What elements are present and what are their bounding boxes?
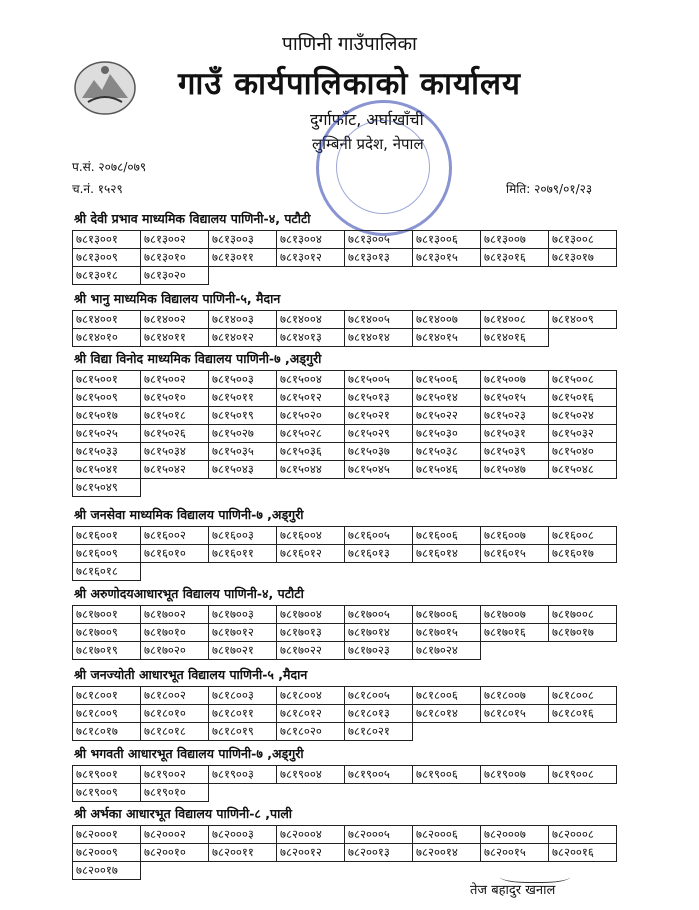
symbol-number-cell: ७८१५००५ xyxy=(345,371,413,389)
table-row xyxy=(73,329,617,347)
symbol-number-cell: ७८१३००२ xyxy=(141,231,209,249)
symbol-number-cell: ७८१६०१८ xyxy=(73,563,141,581)
table-row xyxy=(73,371,617,389)
symbol-number-table xyxy=(72,310,617,347)
symbol-number-cell: ७८२००१४ xyxy=(413,844,481,862)
symbol-number-cell: ७८१५०३९ xyxy=(481,443,549,461)
symbol-number-cell: ७८१६००६ xyxy=(413,527,481,545)
section-title: श्री देवी प्रभाव माध्यमिक विद्यालय पाणिनी-४, पटौटी xyxy=(74,211,311,226)
symbol-number-cell: ७८१४००४ xyxy=(277,311,345,329)
symbol-number-cell: ७८१५०२६ xyxy=(141,425,209,443)
symbol-number-cell: ७८१६०१४ xyxy=(413,545,481,563)
symbol-number-cell: ७८१४००५ xyxy=(345,311,413,329)
symbol-number-cell: ७८१३००५ xyxy=(345,231,413,249)
symbol-number-cell: ७८१७०२० xyxy=(141,642,209,660)
symbol-number-cell: ७८१६०१२ xyxy=(277,545,345,563)
symbol-number-cell: ७८१५००८ xyxy=(549,371,617,389)
symbol-number-cell: ७८१५०२९ xyxy=(345,425,413,443)
symbol-number-cell: ७८२०००४ xyxy=(277,826,345,844)
symbol-number-cell: ७८१६००७ xyxy=(481,527,549,545)
symbol-number-cell: ७८१४००७ xyxy=(413,311,481,329)
symbol-number-cell: ७८१५०३२ xyxy=(549,425,617,443)
table-row xyxy=(73,784,617,802)
symbol-number-cell: ७८१७०२३ xyxy=(345,642,413,660)
symbol-number-cell: ७८१६००४ xyxy=(277,527,345,545)
symbol-number-cell: ७८१५०४९ xyxy=(73,479,141,497)
table-row xyxy=(73,545,617,563)
symbol-number-cell: ७८१५०४७ xyxy=(481,461,549,479)
symbol-number-cell: ७८१८०१० xyxy=(141,705,209,723)
symbol-number-cell: ७८१५०३६ xyxy=(277,443,345,461)
symbol-number-cell: ७८१५०३१ xyxy=(481,425,549,443)
symbol-number-cell: ७८२००१६ xyxy=(549,844,617,862)
symbol-number-cell: ७८१९००२ xyxy=(141,766,209,784)
symbol-number-table xyxy=(72,230,617,285)
symbol-number-cell: ७८१७००४ xyxy=(277,606,345,624)
symbol-number-cell: ७८१५०४१ xyxy=(73,461,141,479)
symbol-number-cell: ७८१३००४ xyxy=(277,231,345,249)
symbol-number-cell: ७८२०००२ xyxy=(141,826,209,844)
symbol-number-cell: ७८१८००७ xyxy=(481,687,549,705)
symbol-number-table xyxy=(72,605,617,660)
symbol-number-cell: ७८१८००४ xyxy=(277,687,345,705)
symbol-number-cell: ७८१८०१४ xyxy=(413,705,481,723)
symbol-number-cell: ७८१४०१२ xyxy=(209,329,277,347)
symbol-number-cell: ७८१९००४ xyxy=(277,766,345,784)
symbol-number-cell: ७८१५०१३ xyxy=(345,389,413,407)
symbol-number-cell: ७८१७००९ xyxy=(73,624,141,642)
symbol-number-cell: ७८१७०१६ xyxy=(481,624,549,642)
symbol-number-cell: ७८१७००८ xyxy=(549,606,617,624)
table-row xyxy=(73,479,617,497)
table-row xyxy=(73,624,617,642)
table-row xyxy=(73,642,617,660)
symbol-number-cell: ७८१८०१८ xyxy=(141,723,209,741)
symbol-number-cell: ७८१३०१३ xyxy=(345,249,413,267)
symbol-number-cell: ७८१५००७ xyxy=(481,371,549,389)
symbol-number-cell: ७८१५०४४ xyxy=(277,461,345,479)
symbol-number-cell: ७८१५०२५ xyxy=(73,425,141,443)
symbol-number-cell: ७८१७०२१ xyxy=(209,642,277,660)
letter-date: मिति: २०७९/०१/२३ xyxy=(506,182,593,196)
section-title: श्री भगवती आधारभूत विद्यालय पाणिनी-७ ,अड्गुरी xyxy=(74,746,304,761)
table-row xyxy=(73,389,617,407)
symbol-number-cell: ७८१५०१८ xyxy=(141,407,209,425)
symbol-number-cell: ७८१३००१ xyxy=(73,231,141,249)
address-line-1: दुर्गाफाँट, अर्घाखाँची xyxy=(310,110,424,129)
symbol-number-cell: ७८१८०१९ xyxy=(209,723,277,741)
symbol-number-cell: ७८१५०१७ xyxy=(73,407,141,425)
symbol-number-cell: ७८२०००३ xyxy=(209,826,277,844)
symbol-number-cell: ७८१७०१० xyxy=(141,624,209,642)
symbol-number-cell: ७८१८००५ xyxy=(345,687,413,705)
symbol-number-cell: ७८१३०११ xyxy=(209,249,277,267)
symbol-number-cell: ७८१७०२४ xyxy=(413,642,481,660)
symbol-number-cell: ७८१७००७ xyxy=(481,606,549,624)
symbol-number-cell: ७८१८०१५ xyxy=(481,705,549,723)
symbol-number-cell: ७८१५०१५ xyxy=(481,389,549,407)
symbol-number-cell: ७८१९००९ xyxy=(73,784,141,802)
table-row xyxy=(73,826,617,844)
symbol-number-cell: ७८१३००६ xyxy=(413,231,481,249)
symbol-number-cell: ७८१९०१० xyxy=(141,784,209,802)
symbol-number-cell: ७८१३०१५ xyxy=(413,249,481,267)
symbol-number-cell: ७८१५०२३ xyxy=(481,407,549,425)
signatory-name: तेज बहादुर खनाल xyxy=(470,883,556,898)
symbol-number-cell: ७८१९००६ xyxy=(413,766,481,784)
symbol-number-cell: ७८१८००६ xyxy=(413,687,481,705)
symbol-number-cell: ७८१४००१ xyxy=(73,311,141,329)
symbol-number-cell: ७८२००१७ xyxy=(73,862,141,880)
symbol-number-cell: ७८१६०१७ xyxy=(549,545,617,563)
symbol-number-cell: ७८१४००९ xyxy=(549,311,617,329)
table-row xyxy=(73,249,617,267)
symbol-number-cell: ७८१४०१३ xyxy=(277,329,345,347)
symbol-number-cell: ७८१५०१० xyxy=(141,389,209,407)
symbol-number-cell: ७८१३०१० xyxy=(141,249,209,267)
symbol-number-cell: ७८१५०४० xyxy=(549,443,617,461)
symbol-number-cell: ७८१४००३ xyxy=(209,311,277,329)
symbol-number-cell: ७८१३००९ xyxy=(73,249,141,267)
symbol-number-cell: ७८१७०२२ xyxy=(277,642,345,660)
symbol-number-cell: ७८१४०१४ xyxy=(345,329,413,347)
symbol-number-cell: ७८१८०१६ xyxy=(549,705,617,723)
symbol-number-cell: ७८१५०३५ xyxy=(209,443,277,461)
section-title: श्री भानु माध्यमिक विद्यालय पाणिनी-५, मैदान xyxy=(74,291,281,306)
symbol-number-cell: ७८१६०१० xyxy=(141,545,209,563)
symbol-number-table xyxy=(72,370,617,497)
symbol-number-cell: ७८१३००८ xyxy=(549,231,617,249)
symbol-number-cell: ७८१८०१३ xyxy=(345,705,413,723)
symbol-number-cell: ७८१७००६ xyxy=(413,606,481,624)
symbol-number-cell: ७८१५०२७ xyxy=(209,425,277,443)
table-row xyxy=(73,527,617,545)
symbol-number-cell: ७८१७००५ xyxy=(345,606,413,624)
symbol-number-cell: ७८१५००६ xyxy=(413,371,481,389)
symbol-number-cell: ७८१८००९ xyxy=(73,705,141,723)
table-row xyxy=(73,425,617,443)
symbol-number-cell: ७८१५०३० xyxy=(413,425,481,443)
symbol-number-cell: ७८१६००२ xyxy=(141,527,209,545)
table-row xyxy=(73,687,617,705)
symbol-number-cell: ७८१५०४३ xyxy=(209,461,277,479)
symbol-number-cell: ७८२०००९ xyxy=(73,844,141,862)
section-title: श्री विद्या विनोद माध्यमिक विद्यालय पाणिनी-७ ,अड्गुरी xyxy=(74,351,322,366)
symbol-number-cell: ७८२००१३ xyxy=(345,844,413,862)
table-row xyxy=(73,407,617,425)
symbol-number-cell: ७८१५०३३ xyxy=(73,443,141,461)
office-name: गाउँ कार्यपालिकाको कार्यालय xyxy=(177,66,522,102)
symbol-number-cell: ७८१६०१५ xyxy=(481,545,549,563)
symbol-number-cell: ७८१८०१७ xyxy=(73,723,141,741)
symbol-number-cell: ७८१५०१६ xyxy=(549,389,617,407)
symbol-number-cell: ७८१८००८ xyxy=(549,687,617,705)
symbol-number-cell: ७८१८००२ xyxy=(141,687,209,705)
section-title: श्री जनज्योती आधारभूत विद्यालय पाणिनी-५ ,मैदान xyxy=(74,667,308,682)
symbol-number-cell: ७८१७०१९ xyxy=(73,642,141,660)
table-row xyxy=(73,443,617,461)
office-stamp-inner xyxy=(336,120,430,214)
symbol-number-cell: ७८१३०१८ xyxy=(73,267,141,285)
table-row xyxy=(73,606,617,624)
symbol-number-cell: ७८१७०१३ xyxy=(277,624,345,642)
symbol-number-cell: ७८१९००७ xyxy=(481,766,549,784)
address-line-2: लुम्बिनी प्रदेश, नेपाल xyxy=(312,135,424,153)
section-title: श्री अरुणोदयआधारभूत विद्यालय पाणिनी-४, पटौटी xyxy=(74,586,304,601)
symbol-number-cell: ७८१७००१ xyxy=(73,606,141,624)
symbol-number-cell: ७८१५००३ xyxy=(209,371,277,389)
symbol-number-cell: ७८२००१२ xyxy=(277,844,345,862)
symbol-number-cell: ७८२०००५ xyxy=(345,826,413,844)
symbol-number-cell: ७८१४००२ xyxy=(141,311,209,329)
symbol-number-cell: ७८१५०२८ xyxy=(277,425,345,443)
symbol-number-cell: ७८१५००२ xyxy=(141,371,209,389)
symbol-number-cell: ७८१८००१ xyxy=(73,687,141,705)
table-row xyxy=(73,844,617,862)
symbol-number-cell: ७८१७०१५ xyxy=(413,624,481,642)
symbol-number-cell: ७८१६००१ xyxy=(73,527,141,545)
table-row xyxy=(73,461,617,479)
symbol-number-cell: ७८१५०२० xyxy=(277,407,345,425)
table-row xyxy=(73,267,617,285)
symbol-number-cell: ७८२००१० xyxy=(141,844,209,862)
symbol-number-cell: ७८१३०१६ xyxy=(481,249,549,267)
symbol-number-cell: ७८१५०१४ xyxy=(413,389,481,407)
symbol-number-cell: ७८१५०१२ xyxy=(277,389,345,407)
symbol-number-table xyxy=(72,526,617,581)
symbol-number-cell: ७८१३००७ xyxy=(481,231,549,249)
symbol-number-cell: ७८१५०४२ xyxy=(141,461,209,479)
table-row xyxy=(73,766,617,784)
symbol-number-cell: ७८१७०१२ xyxy=(209,624,277,642)
symbol-number-cell: ७८१३०१२ xyxy=(277,249,345,267)
symbol-number-cell: ७८१८०२० xyxy=(277,723,345,741)
symbol-number-cell: ७८१५०१९ xyxy=(209,407,277,425)
symbol-number-cell: ७८१७००२ xyxy=(141,606,209,624)
symbol-number-cell: ७८१५००१ xyxy=(73,371,141,389)
symbol-number-cell: ७८२०००७ xyxy=(481,826,549,844)
symbol-number-cell: ७८१९००३ xyxy=(209,766,277,784)
symbol-number-cell: ७८१५०३४ xyxy=(141,443,209,461)
symbol-number-cell: ७८१६०१३ xyxy=(345,545,413,563)
symbol-number-cell: ७८१६००८ xyxy=(549,527,617,545)
symbol-number-cell: ७८१३०२० xyxy=(141,267,209,285)
symbol-number-cell: ७८१६००५ xyxy=(345,527,413,545)
table-row xyxy=(73,705,617,723)
symbol-number-cell: ७८१९००८ xyxy=(549,766,617,784)
symbol-number-cell: ७८२०००६ xyxy=(413,826,481,844)
symbol-number-table xyxy=(72,686,617,741)
symbol-number-cell: ७८१६०११ xyxy=(209,545,277,563)
symbol-number-cell: ७८१५०११ xyxy=(209,389,277,407)
table-row xyxy=(73,563,617,581)
symbol-number-cell: ७८१८०१२ xyxy=(277,705,345,723)
symbol-number-cell: ७८१५०३७ xyxy=(345,443,413,461)
symbol-number-cell: ७८१५०२२ xyxy=(413,407,481,425)
symbol-number-cell: ७८१८००३ xyxy=(209,687,277,705)
symbol-number-cell: ७८१४०१० xyxy=(73,329,141,347)
symbol-number-cell: ७८१६००३ xyxy=(209,527,277,545)
symbol-number-cell: ७८१७००३ xyxy=(209,606,277,624)
symbol-number-cell: ७८१५०३८ xyxy=(413,443,481,461)
fiscal-year: प.सं. २०७८/०७९ xyxy=(72,160,147,174)
symbol-number-cell: ७८२०००१ xyxy=(73,826,141,844)
symbol-number-cell: ७८१५०२१ xyxy=(345,407,413,425)
symbol-number-cell: ७८१३००३ xyxy=(209,231,277,249)
section-title: श्री अर्भका आधारभूत विद्यालय पाणिनी-८ ,पाली xyxy=(74,806,293,821)
symbol-number-cell: ७८१५००४ xyxy=(277,371,345,389)
dispatch-number: च.नं. १५२९ xyxy=(72,182,123,196)
symbol-number-cell: ७८१५००९ xyxy=(73,389,141,407)
symbol-number-cell: ७८२००१५ xyxy=(481,844,549,862)
symbol-number-cell: ७८१४०१५ xyxy=(413,329,481,347)
symbol-number-table xyxy=(72,765,617,802)
symbol-number-cell: ७८१४०११ xyxy=(141,329,209,347)
symbol-number-cell: ७८१९००५ xyxy=(345,766,413,784)
symbol-number-cell: ७८१४००८ xyxy=(481,311,549,329)
symbol-number-cell: ७८१५०४५ xyxy=(345,461,413,479)
symbol-number-cell: ७८१९००१ xyxy=(73,766,141,784)
symbol-number-cell: ७८२००११ xyxy=(209,844,277,862)
symbol-number-cell: ७८१३०१७ xyxy=(549,249,617,267)
symbol-number-cell: ७८१५०४८ xyxy=(549,461,617,479)
symbol-number-cell: ७८१७०१४ xyxy=(345,624,413,642)
table-row xyxy=(73,231,617,249)
municipality-name: पाणिनी गाउँपालिका xyxy=(282,33,417,55)
symbol-number-cell: ७८१५०४६ xyxy=(413,461,481,479)
table-row xyxy=(73,723,617,741)
symbol-number-cell: ७८१६००९ xyxy=(73,545,141,563)
symbol-number-cell: ७८१८०२१ xyxy=(345,723,413,741)
symbol-number-cell: ७८१७०१७ xyxy=(549,624,617,642)
symbol-number-cell: ७८१५०२४ xyxy=(549,407,617,425)
section-title: श्री जनसेवा माध्यमिक विद्यालय पाणिनी-७ ,अड्गुरी xyxy=(74,507,304,522)
symbol-number-cell: ७८१८०११ xyxy=(209,705,277,723)
symbol-number-cell: ७८२०००८ xyxy=(549,826,617,844)
symbol-number-cell: ७८१४०१६ xyxy=(481,329,549,347)
table-row xyxy=(73,311,617,329)
